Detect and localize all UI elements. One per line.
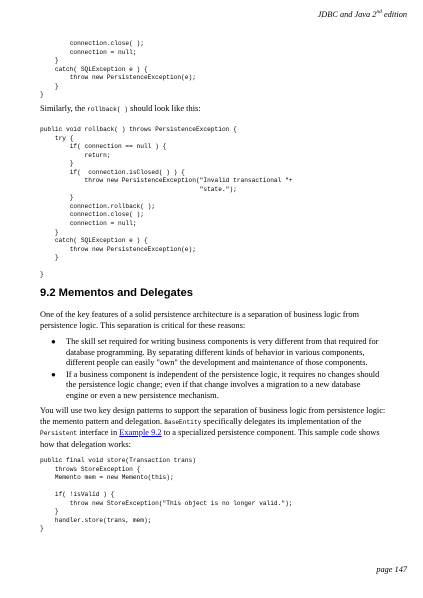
design-patterns-paragraph (40, 406, 390, 450)
rollback-inline-code: rollback( ) (87, 106, 129, 113)
persistent-inline-code: Persistent (40, 430, 78, 438)
header-suffix: edition (381, 9, 407, 19)
code-block-store: public final void store(Transaction trans) throws StoreException { Memento mem = new Memento(this); if( !isValid ) { throw new StoreException("This object is no longer valid."); } handler.store(trans, mem); } (40, 457, 293, 533)
design-text-4: to a specialized persistence component. This sample code shows how that delegation works: (40, 428, 380, 449)
page-number: page 147 (376, 565, 407, 574)
baseentity-inline-code: BaseEntity (164, 418, 202, 426)
list-item (40, 337, 380, 369)
bullet-dot-icon: ● (51, 369, 56, 379)
rollback-intro-text: Similarly, the (40, 104, 88, 113)
bullet-text: The skill set required for writing business components is very different from that required for database programming. By separating different kinds of behavior in various components, different people can easily "own" the development and maintenance of those components. (66, 337, 379, 368)
rollback-intro (40, 104, 390, 116)
code-block-commit-tail: connection.close( ); connection = null; } catch( SQLException e ) { throw new PersistenceException(e); } } (40, 40, 196, 99)
list-item (40, 370, 380, 402)
design-text-3: interface in (77, 428, 120, 438)
bullet-dot-icon: ● (51, 337, 56, 346)
code-block-rollback: public void rollback( ) throws PersistenceException { try { if( connection == null ) { return; } if( connection.isClosed( ) ) { throw new PersistenceException("Invalid transactional "+ "state."); } connection.rollback( ); connection.close( ); connection = null; } catch( SQLException e ) { throw new PersistenceException(e); } } (40, 126, 293, 279)
section-heading: 9.2 Mementos and Delegates (40, 287, 193, 299)
design-text-2: specifically delegates its implementation of the (201, 416, 362, 426)
design-text-1: You will use two key design patterns to support the separation of business logic from persistence logic: the memento pattern and delegation. (40, 406, 386, 426)
bullet-text: If a business component is independent of the persistence logic, it requires no changes should the persistence logic change; even if that change involves a migration to a new database engine or even a new persistence mechanism. (66, 369, 380, 400)
example-9-2-link[interactable]: Example 9.2 (119, 428, 162, 438)
section-intro: One of the key features of a solid persistence architecture is a separation of business logic from persistence logic. This separation is critical for these reasons: (40, 310, 360, 330)
header-superscript: nd (376, 9, 382, 15)
running-header (318, 9, 407, 19)
header-title: JDBC and Java 2 (317, 9, 377, 19)
bullet-list (40, 337, 380, 403)
rollback-intro-text-end: should look like this: (128, 104, 201, 113)
